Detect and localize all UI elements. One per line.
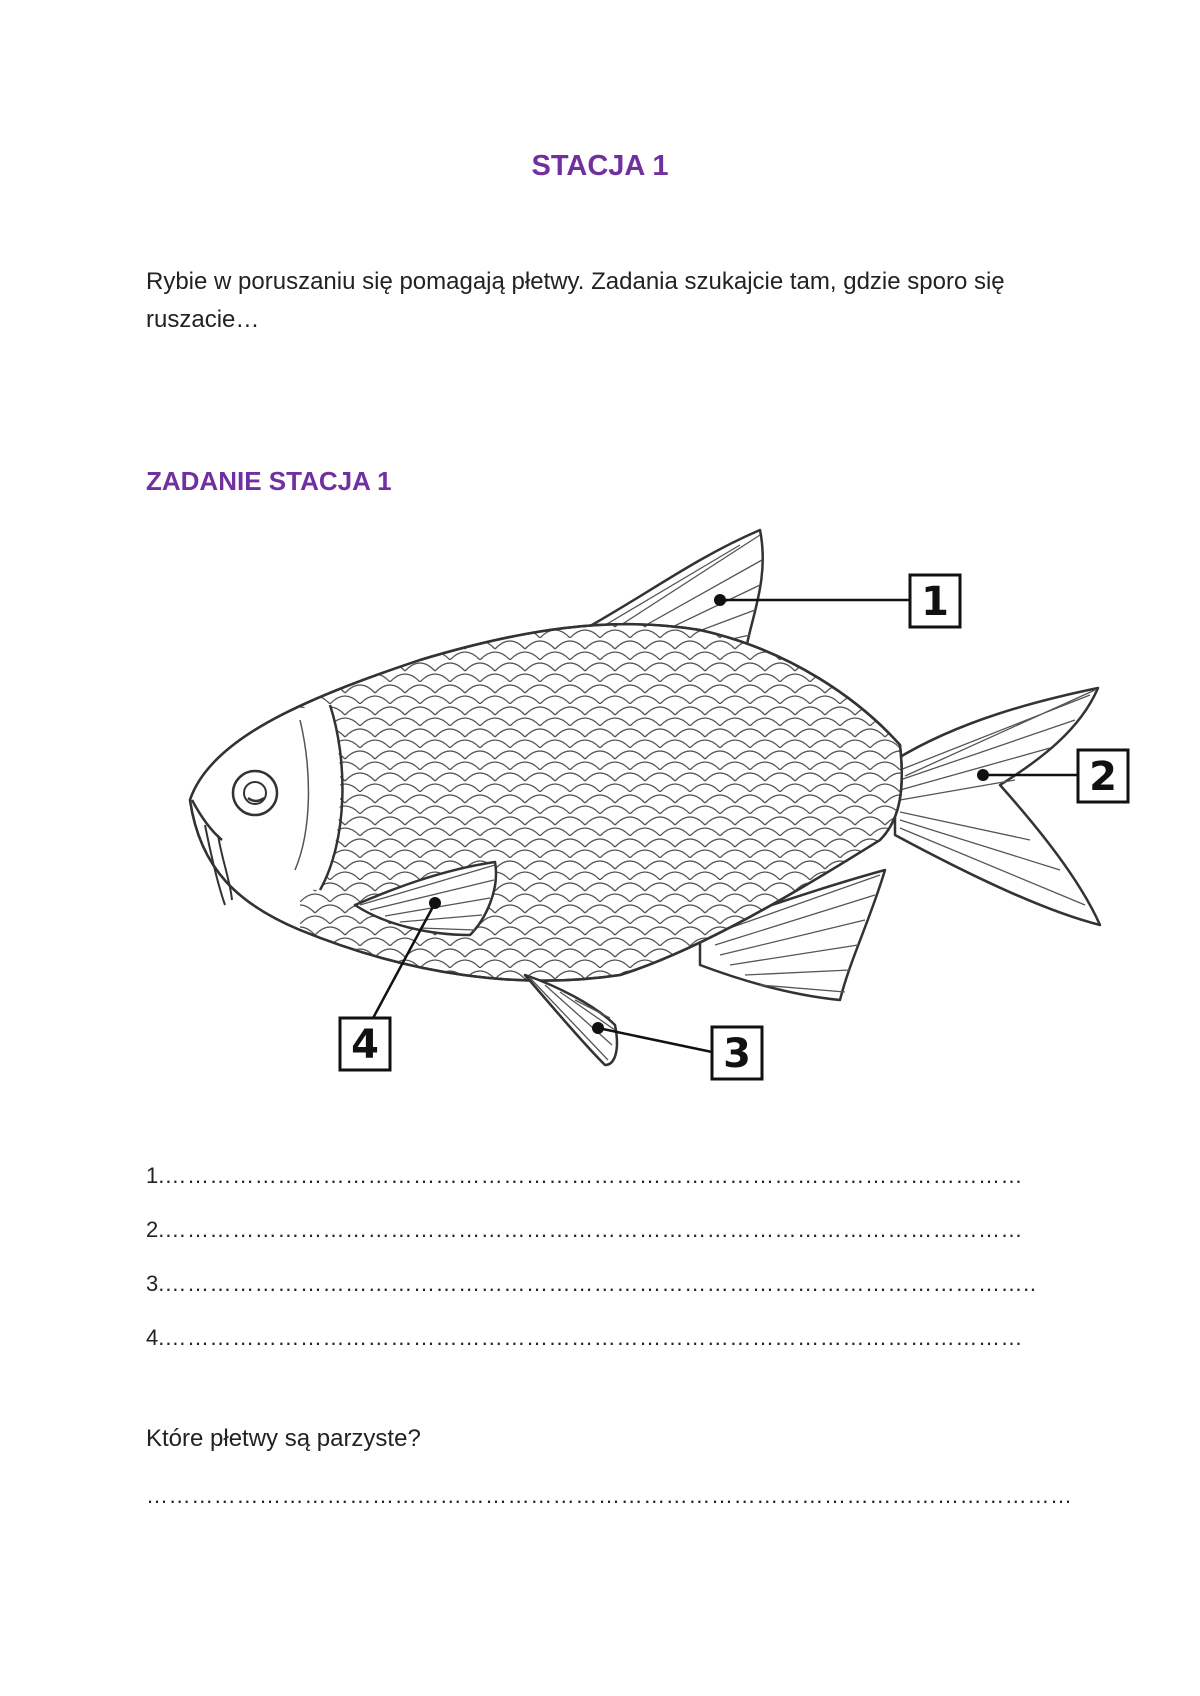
label-3 <box>712 1027 762 1079</box>
label-1-text: 1 <box>921 579 949 625</box>
answer-dots: …………………………………………………………………………………………………… <box>164 1325 1024 1350</box>
answer-dots: …………………………………………………………………………………………………….. <box>164 1271 1037 1296</box>
task-title: ZADANIE STACJA 1 <box>146 466 392 496</box>
answer-number: 4. <box>146 1325 165 1350</box>
answer-dots: …………………………………………………………………………………………………… <box>164 1217 1024 1242</box>
question-text: Które płetwy są parzyste? <box>146 1425 421 1452</box>
label-4 <box>340 1018 390 1070</box>
pelvic-fin <box>525 975 617 1065</box>
label-2 <box>1078 750 1128 802</box>
answer-line-3[interactable] <box>146 1271 1037 1297</box>
label-4-text: 4 <box>351 1022 379 1068</box>
answer-line-2[interactable] <box>146 1217 1023 1243</box>
answer-number: 1. <box>146 1163 165 1188</box>
answer-line-4[interactable] <box>146 1325 1023 1351</box>
intro-text: Rybie w poruszaniu się pomagają płetwy. Zadania szukajcie tam, gdzie sporo się ruszacie… <box>146 268 1005 333</box>
answer-number: 2. <box>146 1217 165 1242</box>
tail-fin <box>895 688 1100 925</box>
answer-line-1[interactable] <box>146 1163 1023 1189</box>
label-2-text: 2 <box>1089 754 1117 800</box>
label-3-text: 3 <box>723 1031 751 1077</box>
question-answer-line[interactable]: …………………………………………………………………………………………………………… <box>146 1483 1073 1508</box>
page-title: STACJA 1 <box>531 150 669 182</box>
label-1 <box>910 575 960 627</box>
fish-eye <box>233 771 277 815</box>
answer-number: 3. <box>146 1271 165 1296</box>
answer-dots: …………………………………………………………………………………………………… <box>164 1163 1024 1188</box>
